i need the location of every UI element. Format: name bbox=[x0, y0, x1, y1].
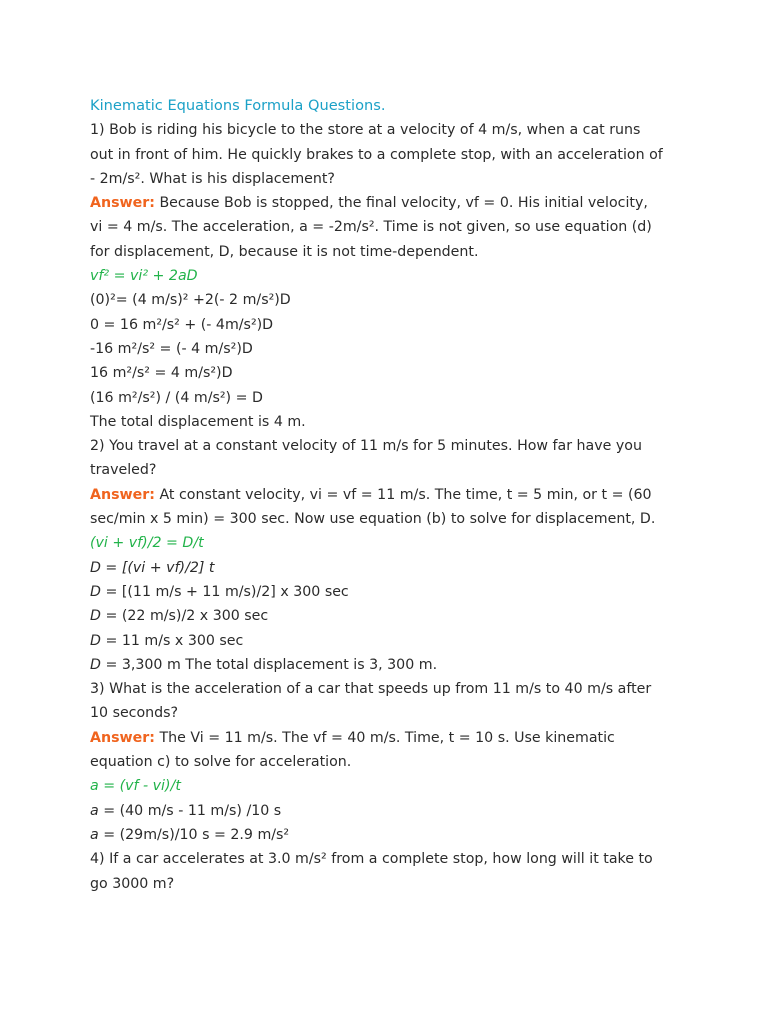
answer-2-text: At constant velocity, vi = vf = 11 m/s. The time, t = 5 min, or t = (60 bbox=[154, 486, 652, 503]
equation-d: vf² = vi² + 2aD bbox=[90, 268, 198, 285]
question-2-line-1: 2) You travel at a constant velocity of 11 m/s for 5 minutes. How far have you bbox=[90, 438, 642, 455]
solution-1-step-1: (0)²= (4 m/s)² +2(- 2 m/s²)D bbox=[90, 292, 291, 309]
document-page bbox=[90, 94, 730, 896]
solution-2-step-4: D = 11 m/s x 300 sec bbox=[90, 632, 244, 649]
answer-1-line-1 bbox=[90, 191, 730, 215]
question-2-line-2: traveled? bbox=[90, 462, 157, 479]
answer-label: Answer: bbox=[90, 195, 155, 212]
question-4-line-1: 4) If a car accelerates at 3.0 m/s² from a complete stop, how long will it take to bbox=[90, 851, 653, 868]
solution-2-step-3: D = (22 m/s)/2 x 300 sec bbox=[90, 608, 269, 625]
answer-2-line-2: sec/min x 5 min) = 300 sec. Now use equation (b) to solve for displacement, D. bbox=[90, 511, 656, 528]
question-1-line-1: 1) Bob is riding his bicycle to the store at a velocity of 4 m/s, when a cat runs bbox=[90, 122, 641, 139]
solution-3-step-1: a = (40 m/s - 11 m/s) /10 s bbox=[90, 802, 282, 819]
document-title: Kinematic Equations Formula Questions. bbox=[90, 97, 386, 114]
question-3-line-2: 10 seconds? bbox=[90, 705, 179, 722]
answer-1-line-3: for displacement, D, because it is not time-dependent. bbox=[90, 243, 479, 260]
solution-3-result: a = (29m/s)/10 s = 2.9 m/s² bbox=[90, 826, 290, 843]
solution-1-step-2: 0 = 16 m²/s² + (- 4m/s²)D bbox=[90, 316, 274, 333]
answer-label: Answer: bbox=[90, 486, 155, 503]
answer-label: Answer: bbox=[90, 729, 155, 746]
solution-1-step-5: (16 m²/s²) / (4 m/s²) = D bbox=[90, 389, 263, 406]
question-1-line-3: - 2m/s². What is his displacement? bbox=[90, 170, 335, 187]
solution-1-step-4: 16 m²/s² = 4 m/s²)D bbox=[90, 365, 233, 382]
solution-2-result: D = 3,300 m The total displacement is 3, 300 m. bbox=[90, 656, 438, 673]
answer-3-line-1 bbox=[90, 726, 730, 750]
equation-b: (vi + vf)/2 = D/t bbox=[90, 535, 204, 552]
equation-c: a = (vf - vi)/t bbox=[90, 778, 181, 795]
answer-1-text: Because Bob is stopped, the final velocity, vf = 0. His initial velocity, bbox=[154, 195, 648, 212]
question-4-line-2: go 3000 m? bbox=[90, 875, 175, 892]
answer-3-line-2: equation c) to solve for acceleration. bbox=[90, 754, 352, 771]
answer-1-line-2: vi = 4 m/s. The acceleration, a = -2m/s². Time is not given, so use equation (d) bbox=[90, 219, 652, 236]
answer-2-line-1 bbox=[90, 483, 730, 507]
question-3-line-1: 3) What is the acceleration of a car that speeds up from 11 m/s to 40 m/s after bbox=[90, 681, 652, 698]
solution-1-step-3: -16 m²/s² = (- 4 m/s²)D bbox=[90, 340, 253, 357]
question-1-line-2: out in front of him. He quickly brakes to a complete stop, with an acceleration of bbox=[90, 146, 663, 163]
solution-2-step-1: D = [(vi + vf)/2] t bbox=[90, 559, 215, 576]
solution-2-step-2: D = [(11 m/s + 11 m/s)/2] x 300 sec bbox=[90, 583, 349, 600]
answer-3-text: The Vi = 11 m/s. The vf = 40 m/s. Time, t = 10 s. Use kinematic bbox=[154, 729, 615, 746]
solution-1-result: The total displacement is 4 m. bbox=[90, 413, 306, 430]
